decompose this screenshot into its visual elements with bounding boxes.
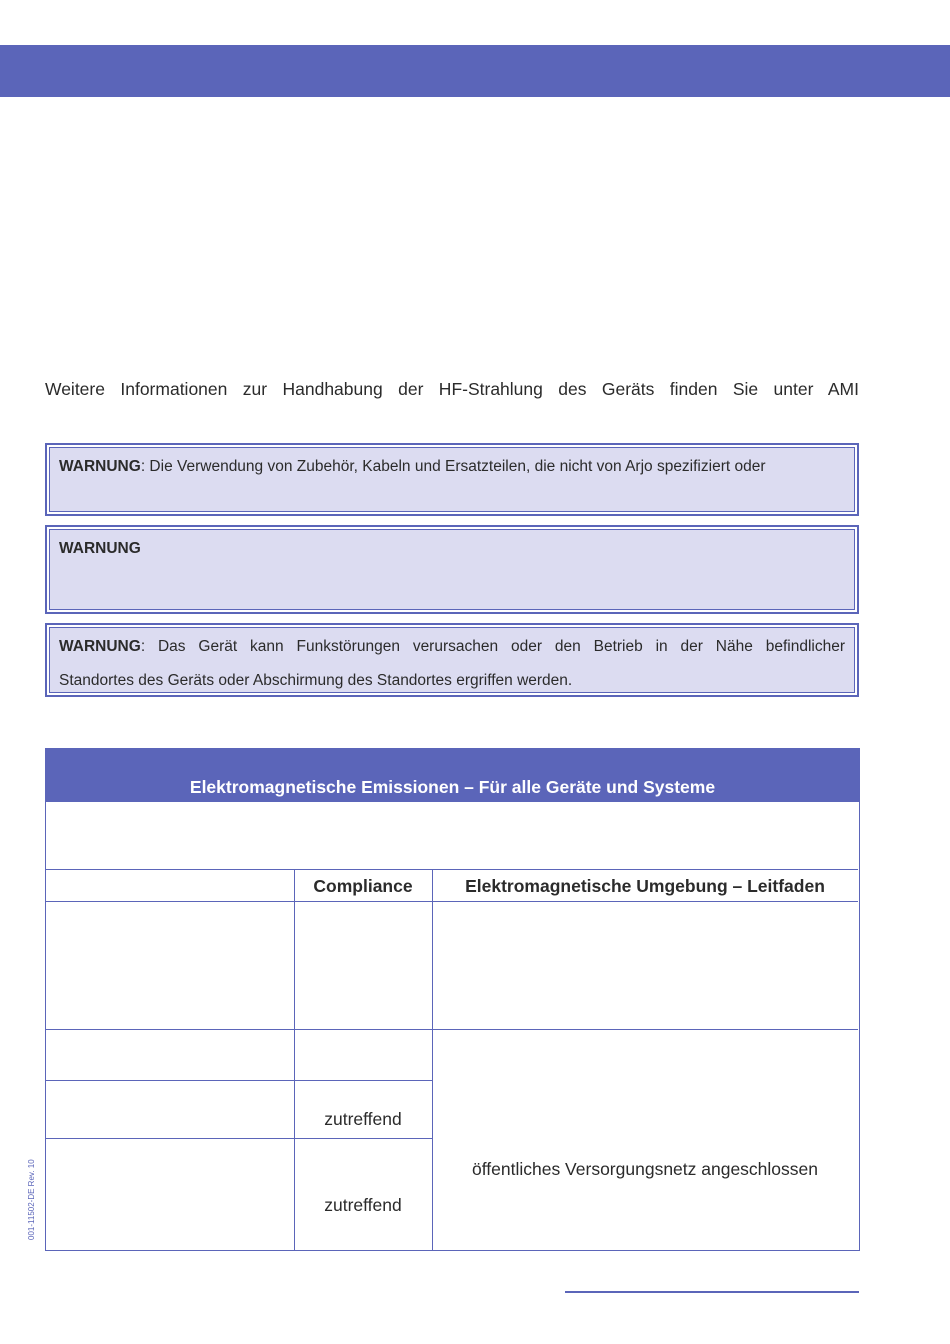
table-rule [46, 901, 858, 902]
document-code: 001-11502-DE Rev. 10 [27, 1159, 36, 1240]
table-title: Elektromagnetische Emissionen – Für alle Geräte und Systeme [46, 749, 859, 802]
table-rule [432, 869, 433, 1251]
header-band [0, 45, 950, 97]
warning-text: : Die Verwendung von Zubehör, Kabeln und Ersatzteilen, die nicht von Arjo spezifiziert oder [140, 458, 766, 475]
table-cell-guidance: öffentliches Versorgungsnetz angeschlossen [471, 1159, 819, 1179]
table-cell-compliance: zutreffend [324, 1109, 402, 1129]
table-rule [46, 1080, 432, 1081]
warning-line [59, 636, 845, 670]
intro-paragraph: Weitere Informationen zur Handhabung der HF-Strahlung des Geräts finden Sie unter AMI [45, 379, 859, 399]
warning-box-1 [45, 443, 859, 516]
table-rule [46, 869, 858, 870]
warning-label: WARNUNG [59, 540, 141, 557]
table-rule [46, 1029, 858, 1030]
footer-rule [565, 1291, 859, 1293]
column-header-compliance: Compliance [313, 876, 413, 896]
warning-label: WARNUNG [59, 638, 141, 655]
table-rule [46, 1138, 432, 1139]
warning-box-3 [45, 623, 859, 697]
warning-text: : Das Gerät kann Funkstörungen verursachen oder den Betrieb in der Nähe befindlicher [140, 638, 845, 655]
warning-line [59, 538, 845, 572]
table-cell-compliance: zutreffend [324, 1195, 402, 1215]
warning-box-2 [45, 525, 859, 614]
emissions-table [45, 748, 860, 1251]
warning-label: WARNUNG [59, 458, 141, 475]
table-rule [294, 869, 295, 1251]
warning-text-continued: Standortes des Geräts oder Abschirmung des Standortes ergriffen werden. [59, 672, 573, 689]
warning-line [59, 456, 845, 490]
column-header-guidance: Elektromagnetische Umgebung – Leitfaden [465, 876, 825, 896]
